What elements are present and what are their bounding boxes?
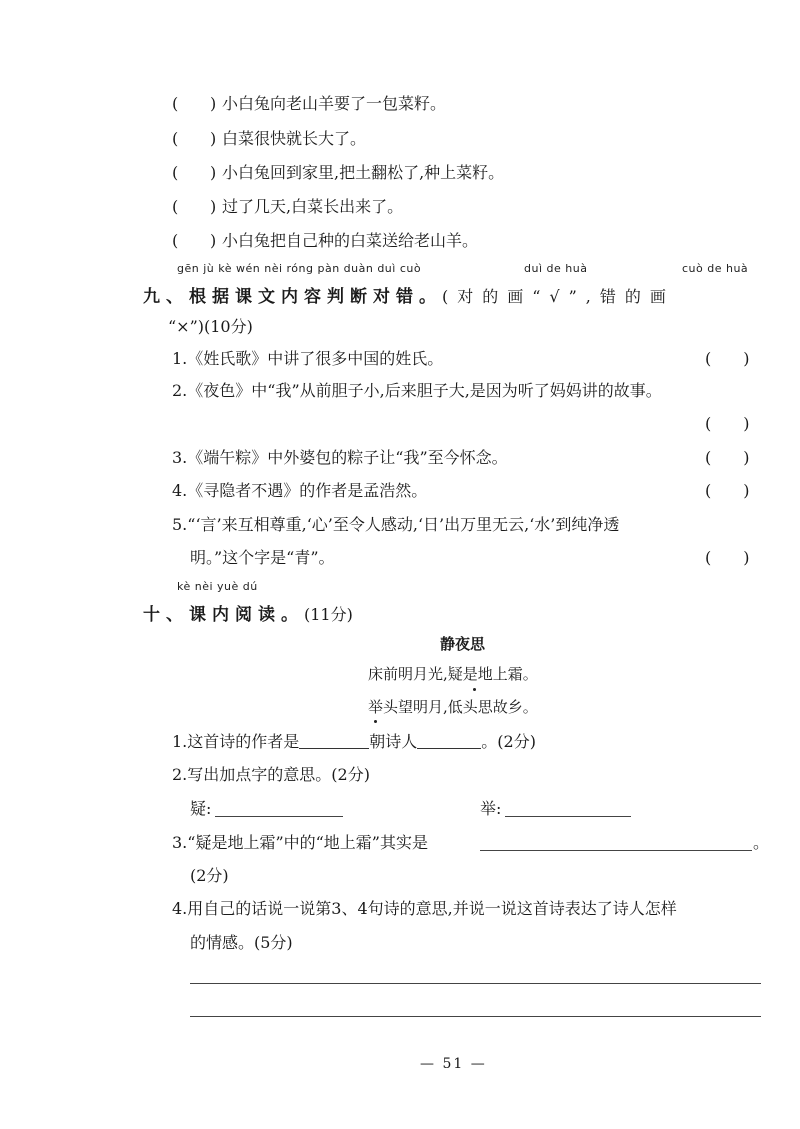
section10-title: 课内阅读。	[189, 605, 304, 625]
judge-item: 5.“‘言’来互相尊重,‘心’至令人感动,‘日’出万里无云,‘水’到纯净透	[172, 515, 620, 534]
judge-answer-paren[interactable]: ( )	[705, 448, 750, 467]
section10-heading	[143, 600, 353, 625]
page-number: — 51 —	[420, 1056, 487, 1072]
judge-answer-paren[interactable]: ( )	[705, 349, 750, 368]
judge-item: 2.《夜色》中“我”从前胆子小,后来胆子大,是因为听了妈妈讲的故事。	[172, 381, 662, 400]
order-item	[0, 231, 800, 265]
question-1-b: 朝诗人	[369, 732, 418, 751]
question-1-c: 。(2分)	[481, 732, 536, 751]
section10-pinyin: kè nèi yuè dú	[177, 580, 258, 593]
order-item-text: 小白兔回到家里,把土翻松了,种上菜籽。	[222, 163, 505, 182]
order-item-text: 小白兔把自己种的白菜送给老山羊。	[222, 231, 479, 250]
question-4-answer-line[interactable]	[190, 983, 761, 984]
order-item-text: 白菜很快就长大了。	[222, 129, 367, 148]
answer-paren-close[interactable]: )	[210, 94, 217, 113]
judge-item-cont: 明。”这个字是“青”。	[190, 548, 335, 567]
answer-paren-open[interactable]: (	[172, 94, 179, 113]
question-2: 2.写出加点字的意思。(2分)	[172, 765, 370, 784]
question-4: 4.用自己的话说一说第3、4句诗的意思,并说一说这首诗表达了诗人怎样	[172, 899, 677, 918]
judge-item: 1.《姓氏歌》中讲了很多中国的姓氏。	[172, 349, 444, 368]
question-1-a: 1.这首诗的作者是	[172, 732, 300, 751]
order-item-text: 过了几天,白菜长出来了。	[222, 197, 404, 216]
question-3-end: 。	[753, 833, 770, 852]
order-item	[0, 163, 800, 197]
poem-line: 床前明月光,疑是地上霜。	[368, 665, 538, 683]
question-3-answer-line[interactable]	[480, 850, 752, 851]
order-item	[0, 197, 800, 231]
answer-paren-open[interactable]: (	[172, 163, 179, 182]
section10-number: 十、	[143, 605, 189, 625]
section9-pinyin-wrong: cuò de huà	[682, 262, 749, 275]
question-3: 3.“疑是地上霜”中的“地上霜”其实是	[172, 833, 428, 852]
section9-number: 九、	[143, 287, 189, 307]
author-dynasty-blank[interactable]	[299, 734, 369, 749]
judge-item: 4.《寻隐者不遇》的作者是孟浩然。	[172, 481, 428, 500]
ju-label: 举:	[480, 799, 502, 818]
order-item-text: 小白兔向老山羊要了一包菜籽。	[222, 94, 447, 113]
question-4-cont: 的情感。(5分)	[190, 933, 293, 952]
section9-title: 根据课文内容判断对错。	[189, 287, 442, 307]
judge-answer-paren[interactable]: ( )	[705, 414, 750, 433]
emphasis-dot	[374, 720, 377, 723]
section10-score: (11分)	[304, 605, 353, 624]
answer-paren-close[interactable]: )	[210, 129, 217, 148]
answer-paren-close[interactable]: )	[210, 197, 217, 216]
order-item	[0, 129, 800, 163]
judge-item: 3.《端午粽》中外婆包的粽子让“我”至今怀念。	[172, 448, 508, 467]
answer-paren-open[interactable]: (	[172, 197, 179, 216]
section9-heading	[143, 282, 675, 307]
section9-pinyin-right: duì de huà	[524, 262, 588, 275]
poem-title: 静夜思	[440, 635, 486, 653]
yi-answer-line[interactable]	[215, 816, 343, 817]
question-3-score: (2分)	[190, 866, 229, 885]
poem-line: 举头望明月,低头思故乡。	[368, 698, 538, 716]
ju-answer-line[interactable]	[505, 816, 631, 817]
judge-answer-paren[interactable]: ( )	[705, 481, 750, 500]
author-name-blank[interactable]	[417, 734, 481, 749]
order-item	[0, 94, 800, 128]
section9-pinyin: gēn jù kè wén nèi róng pàn duàn duì cuò	[177, 262, 422, 275]
yi-label: 疑:	[190, 799, 212, 818]
answer-paren-open[interactable]: (	[172, 129, 179, 148]
section9-instruction-cont: “×”)(10分)	[168, 317, 253, 336]
question-1	[172, 732, 536, 752]
emphasis-dot	[473, 688, 476, 691]
question-4-answer-line[interactable]	[190, 1016, 761, 1017]
judge-answer-paren[interactable]: ( )	[705, 548, 750, 567]
answer-paren-close[interactable]: )	[210, 163, 217, 182]
answer-paren-close[interactable]: )	[210, 231, 217, 250]
section9-instruction: (对的画“√”,错的画	[442, 287, 675, 306]
answer-paren-open[interactable]: (	[172, 231, 179, 250]
